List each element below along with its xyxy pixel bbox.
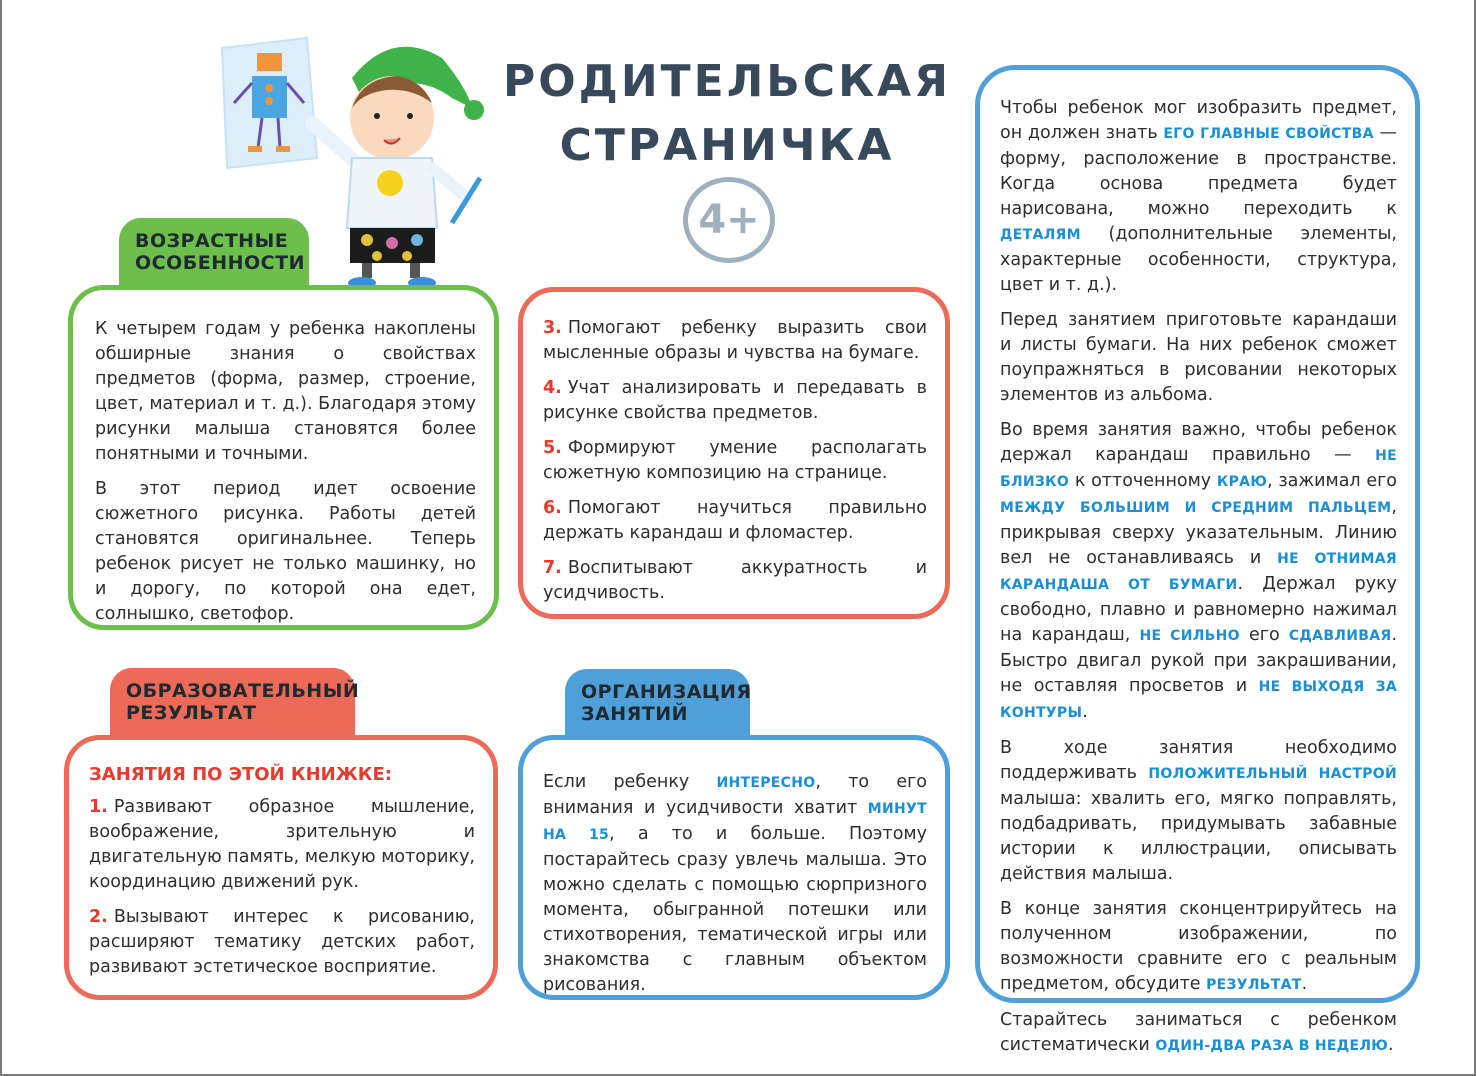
tips-paragraph: [1000, 897, 1397, 998]
highlight: РЕЗУЛЬТАТ: [1206, 977, 1302, 993]
highlight: МЕЖДУ БОЛЬШИМ И СРЕДНИМ ПАЛЬЦЕМ: [1000, 500, 1392, 516]
highlight: ЕГО ГЛАВНЫЕ СВОЙСТВА: [1163, 126, 1374, 142]
tab-label-line-2: РЕЗУЛЬТАТ: [126, 702, 257, 724]
result-item-number: 7.: [543, 558, 562, 578]
result-item: [543, 556, 927, 606]
result-item-text: Помогают научиться правильно держать карандаш и фломастер.: [543, 498, 927, 543]
tab-label-line-1: ВОЗРАСТНЫЕ: [135, 230, 289, 252]
age-features-box: [68, 285, 499, 630]
age-features-paragraph: К четырем годам у ребенка накоплены обширные знания о свойствах предметов (форма, размер, строение, цвет, материал и т. д.). Благодаря этому рисунки малыша становятся более понятными и точными.: [95, 319, 476, 464]
result-item: [543, 436, 927, 486]
result-item: [543, 496, 927, 546]
organization-paragraph: [543, 770, 927, 998]
result-item-number: 4.: [543, 378, 562, 398]
tab-label-line-1: ОБРАЗОВАТЕЛЬНЫЙ: [126, 680, 360, 702]
highlight: СДАВЛИВАЯ: [1288, 628, 1392, 644]
result-item-text: Учат анализировать и передавать в рисунке свойства предметов.: [543, 378, 927, 423]
highlight: МИНУТ НА 15: [543, 801, 927, 843]
boy-figure: [312, 47, 484, 288]
highlight: ИНТЕРЕСНО: [716, 775, 816, 791]
result-item-text: Помогают ребенку выразить свои мысленные образы и чувства на бумаге.: [543, 318, 927, 363]
result-item-text: Формируют умение располагать сюжетную композицию на странице.: [543, 438, 927, 483]
result-item-number: 1.: [89, 797, 108, 817]
tab-organization: [565, 669, 750, 741]
text-run: В конце занятия сконцентрируйтесь на полученном изображении, по возможности сравните его с реальным предметом, обсудите: [1000, 899, 1397, 994]
text-run: Старайтесь заниматься с ребенком систематически: [1000, 1010, 1397, 1055]
age-badge: 4+: [683, 177, 775, 263]
highlight: НЕ СИЛЬНО: [1139, 628, 1240, 644]
tips-paragraph: Перед занятием приготовьте карандаши и листы бумаги. На них ребенок сможет поупражняться в рисовании некоторых элементов из альбома.: [1000, 310, 1397, 405]
tab-age-features: [119, 218, 309, 290]
highlight: ОДИН-ДВА РАЗА В НЕДЕЛЮ: [1155, 1038, 1389, 1054]
result-item-number: 3.: [543, 318, 562, 338]
tips-paragraph: [1000, 418, 1397, 726]
highlight: ДЕТАЛЯМ: [1000, 227, 1081, 243]
highlight: ПОЛОЖИТЕЛЬНЫЙ НАСТРОЙ: [1148, 766, 1397, 782]
text-run: (дополнительные элементы, характерные особенности, структура, цвет и т. д.).: [1000, 224, 1397, 295]
tab-label-line-1: ОРГАНИЗАЦИЯ: [581, 681, 752, 703]
result-item-number: 5.: [543, 438, 562, 458]
result-item-text: Воспитывают аккуратность и усидчивость.: [543, 558, 927, 603]
text-run: В ходе занятия необходимо поддерживать: [1000, 738, 1397, 783]
educational-result-subheading: ЗАНЯТИЯ ПО ЭТОЙ КНИЖКЕ:: [89, 764, 392, 785]
organization-box: [518, 735, 950, 1000]
text-run: Если ребенку: [543, 772, 717, 792]
result-item-number: 6.: [543, 498, 562, 518]
tab-label-line-2: ЗАНЯТИЙ: [581, 703, 688, 725]
age-features-paragraph: В этот период идет освоение сюжетного рисунка. Работы детей становятся оригинальнее. Теперь ребенок рисует не только машинку, но и дорогу, по которой она едет, солнышко, светофор.: [95, 479, 476, 624]
tips-box: [975, 65, 1420, 1055]
result-item: [543, 376, 927, 426]
result-item-number: 2.: [89, 907, 108, 927]
result-item: [89, 905, 475, 980]
tips-paragraph: [1000, 96, 1397, 298]
text-run: .: [1301, 974, 1308, 994]
text-run: .: [1388, 1035, 1394, 1055]
text-run: .: [1082, 702, 1088, 722]
tab-label-line-2: ОСОБЕННОСТИ: [135, 252, 305, 274]
text-run: , прикрывая сверху указательным. Линию вел не останавливаясь и: [1000, 497, 1397, 568]
result-item-text: Развивают образное мышление, воображение, зрительную и двигательную память, мелкую моторику, координацию движений рук.: [89, 797, 475, 892]
text-run: Во время занятия важно, чтобы ребенок держал карандаш правильно —: [1000, 420, 1397, 465]
text-run: малыша: хвалить его, мягко поправлять, подбадривать, придумывать забавные истории к иллюстрации, описывать действия малыша.: [1000, 789, 1397, 884]
text-run: , зажимал его: [1267, 471, 1397, 491]
text-run: . Держал руку свободно, плавно и равномерно нажимал на карандаш,: [1000, 574, 1397, 645]
result-item-text: Вызывают интерес к рисованию, расширяют тематику детских работ, развивают эстетическое восприятие.: [89, 907, 475, 977]
tips-paragraph: [1000, 1008, 1397, 1059]
title-line-2: СТРАНИЧКА: [559, 120, 895, 171]
tab-educational-result: [110, 668, 360, 740]
page-title: [502, 50, 952, 178]
highlight: НЕ БЛИЗКО: [1000, 448, 1397, 490]
text-run: . Быстро двигал рукой при закрашивании, не оставляя просветов и: [1000, 625, 1398, 696]
robot-drawing-paper: [222, 38, 317, 168]
highlight: НЕ ОТНИМАЯ КАРАНДАША ОТ БУМАГИ: [1000, 551, 1397, 593]
title-line-1: РОДИТЕЛЬСКАЯ: [502, 56, 951, 107]
text-run: — форму, расположение в пространстве. Когда основа предмета будет нарисована, можно переходить к: [1000, 123, 1397, 219]
result-item: [543, 316, 927, 366]
text-run: , а то и больше. Поэтому постарайтесь сразу увлечь малыша. Это можно сделать с помощью сюрпризного момента, обыгранной потешки или стихотворения, тематической игры или знакомства с главным объектом рисования.: [543, 824, 927, 995]
highlight: НЕ ВЫХОДЯ ЗА КОНТУРЫ: [1000, 679, 1397, 721]
text-run: его: [1239, 625, 1289, 645]
text-run: , то его внимания и усидчивости хватит: [543, 772, 927, 818]
result-item: [89, 795, 475, 895]
tips-paragraph: [1000, 736, 1397, 887]
highlight: КРАЮ: [1216, 474, 1268, 490]
educational-result-box: [64, 735, 498, 1000]
text-run: Чтобы ребенок мог изобразить предмет, он должен знать: [1000, 98, 1397, 143]
text-run: к отточенному: [1069, 471, 1217, 491]
results-continued-box: [518, 287, 950, 619]
